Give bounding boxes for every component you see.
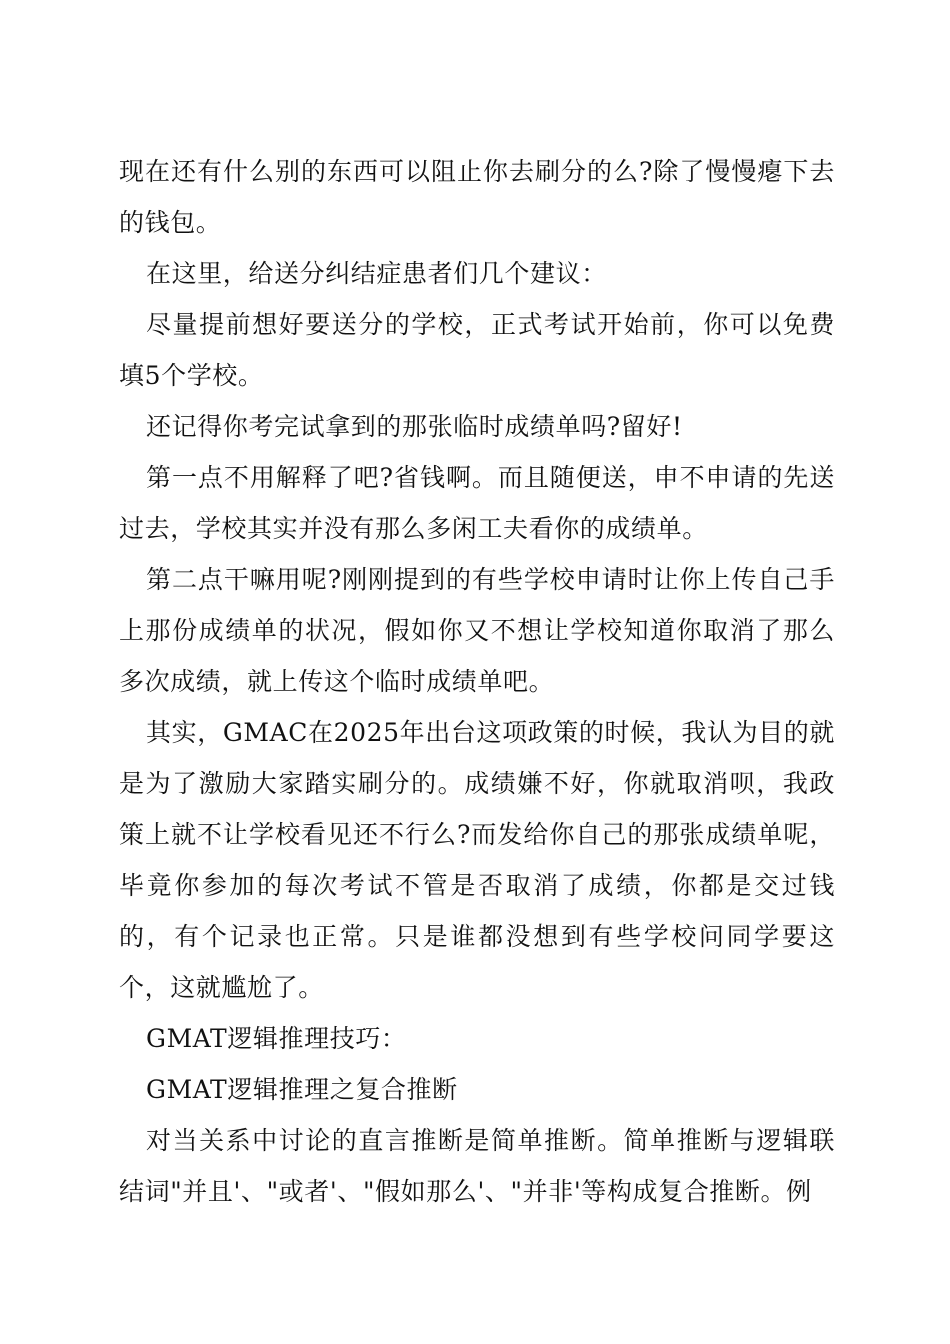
paragraph: 其实，GMAC在2025年出台这项政策的时候，我认为目的就是为了激励大家踏实刷分的。成绩嫌不好，你就取消呗，我政策上就不让学校看见还不行么?而发给你自己的那张成绩单呢，毕竟你参加的每次考试不管是否取消了成绩，你都是交过钱的，有个记录也正常。只是谁都没想到有些学校问同学要这个，这就尴尬了。 bbox=[119, 718, 835, 1002]
paragraph: 第二点干嘛用呢?刚刚提到的有些学校申请时让你上传自己手上那份成绩单的状况，假如你又不想让学校知道你取消了那么多次成绩，就上传这个临时成绩单吧。 bbox=[119, 565, 835, 696]
paragraph: 对当关系中讨论的直言推断是简单推断。简单推断与逻辑联结词"并且'、"或者'、"假如那么'、"并非'等构成复合推断。例 bbox=[119, 1126, 835, 1206]
paragraph: 还记得你考完试拿到的那张临时成绩单吗?留好! bbox=[146, 412, 683, 441]
paragraph: 尽量提前想好要送分的学校，正式考试开始前，你可以免费填5个学校。 bbox=[119, 310, 835, 390]
paragraph: 现在还有什么别的东西可以阻止你去刷分的么?除了慢慢瘪下去的钱包。 bbox=[119, 157, 835, 237]
section-subheading: GMAT逻辑推理之复合推断 bbox=[146, 1075, 458, 1104]
paragraph: 在这里，给送分纠结症患者们几个建议： bbox=[146, 259, 607, 288]
paragraph: 第一点不用解释了吧?省钱啊。而且随便送，申不申请的先送过去，学校其实并没有那么多闲工夫看你的成绩单。 bbox=[119, 463, 835, 543]
section-heading: GMAT逻辑推理技巧： bbox=[146, 1024, 407, 1053]
document-body bbox=[119, 146, 835, 1217]
